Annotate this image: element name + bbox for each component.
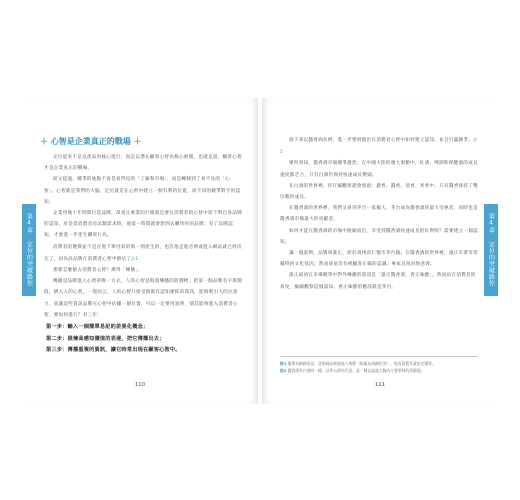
book-spread [0,98,520,418]
step-item: 第一步：輸入一個簡單易記的差異化概念； [46,324,149,331]
footnote [280,367,478,374]
footnote-text: 爆單為網路用語，意指商品經過他人推薦（如親友或網紅等），進而消費者就決定購買。 [287,361,436,366]
footnote-number: 註1 [280,361,287,366]
paragraph: 在白酒的世界裡，你仔細觀察就會發現：濃香、醬香、清香、米香中，只有醬香保持了雙位數的成長。 [280,183,478,201]
paragraph: 前文提過，競爭的地點不再是看得見的「工廠和市場」，而是轉移到了看不見的「心智」。心智就是我們的大腦，定位就是在心智中建立一個有利的位置，而不同的競爭對手的認知。 [44,177,241,205]
paragraph: 定位從來不是以產品為核心進行，而是以潛在顧客心智為核心展開，也就是說，顧客心智才是企業真正的戰場。 [44,155,242,172]
paragraph-text: 接下來以醬香酒為例，進一步要展現出在消費者心智中如何建立認知，並且打贏競爭。 [289,138,474,143]
step-item: 第三步：傳播重複的資訊，讓它時常出現在顧客心智中。 [46,347,181,354]
paragraph: 在醬香酒的世界裡，我們又看到茅台一家獨大。茅台成為醬香酒的最大受惠者，同時也是醬香酒市場最大的貢獻者。 [280,206,478,223]
right-page [262,98,498,404]
paragraph-text: 消費者的選擇並不是在他下單付款的那一刻產生的，也許他走進店裡或進入網站就已經決定了，因為該品牌在消費者心智中搶佔了 [44,244,242,262]
footnote-reference: 註2 [280,137,478,155]
paragraph [44,242,242,265]
footnote [280,360,478,367]
footnote-text: 醬香酒為白酒的一種，以茅台酒為代表，是一種以高溫大麴為主要原料的蒸餾酒。 [287,368,425,373]
section-title: ＋ 心智是企業真正的戰場 ＋ [40,137,142,146]
paragraph: 讓一個案例，品牌叫誰正，原於貴州省仁懷市茅台鎮。在醬香酒的世界裡，誰正有著非常獨特的文化基因，然而卻並沒有被顧客正確的認識。專家長短再無意義。 [280,251,478,268]
right-body-text [280,134,478,293]
footnote-reference: 註1 [131,255,139,261]
left-page [22,98,258,404]
paragraph: 誰正最初在市場競爭中對外傳播的資訊是「誰正醬香酒，香正味醇」。然而站在消費者的角度，細細觀察這個認知，香正味醇的應該就是茅台。 [280,273,476,290]
paragraph: 那要怎麼搶占消費者心智？爆得「傳播」。 [53,268,143,274]
left-body-text [44,152,242,357]
page-number: 111 [374,382,386,388]
paragraph [280,134,478,158]
paragraph: 如何才能在醬香酒的市場中脫穎而出，享受到醬香酒快速成長的紅利呢？需要建立一個認知。 [280,228,478,245]
paragraph: 眾所周知，醬香酒市場競爭激烈，在中國大陸的幾大酒類中，紅酒、啤酒和保健酒的成長速度都乏力，只有白酒仍保持快速成長勢頭。 [280,161,478,178]
step-item: 第二步：提煉高感知價值的表達，把它傳播出去； [46,335,165,342]
chapter-tab: 第4章 定位的突破路徑 [484,204,498,296]
paragraph: 企業用幾十年時間打造品牌，昂貴且專業的行銷就是要在消費者的心智中留下對自身品牌的認知，於是當消費者有品類需求時，他第一時間就會想到去購買你的品牌；有了品牌認知，才會進一步產生購買行為。 [44,211,242,239]
paragraph: 傳播是品牌進入心智的唯一方式，人的心智是海量傳播的防禦物，把第一個品牌名字與價值，擠入人的心智。一般而言，人的心智只接受與既有認知連結的資訊，能夠吸引人的注意力，並讓這些資訊品牌在心智中佔據一個位置，可以一定要用說明，使其能夠進入消費者心智。要如何進行？有三步： [44,279,242,318]
chapter-tab: 第4章 定位的突破路徑 [22,204,36,296]
footnote-number: 註2 [280,368,287,373]
steps-list [44,322,242,357]
footnotes [280,356,478,374]
page-number: 110 [134,382,146,388]
